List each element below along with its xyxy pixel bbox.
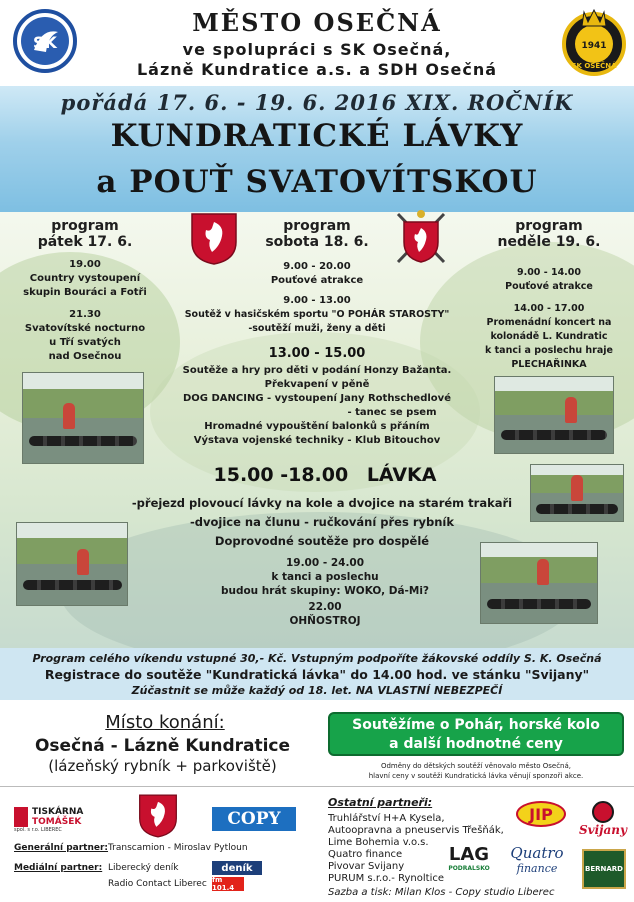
- friday-item: u Tří svatých: [49, 337, 121, 348]
- saturday-item: Výstava vojenské techniky - Klub Bitouchov: [193, 435, 441, 446]
- saturday-item: DOG DANCING - vystoupení Jany Rothschedlové: [183, 393, 451, 404]
- saturday-item: -soutěží muži, ženy a děti: [248, 323, 386, 334]
- participation-line: Zúčastnit se může každý od 18. let. NA VLASTNÍ NEBEZPEČÍ: [131, 684, 503, 697]
- quatro-finance-logo: [504, 841, 570, 877]
- lavka-heading: [180, 464, 470, 486]
- other-partner: Truhlářství H+A Kysela,: [328, 813, 445, 824]
- event-photo: [480, 542, 598, 624]
- friday-head-label: program: [51, 218, 119, 234]
- saturday-item: 9.00 - 13.00: [283, 295, 351, 306]
- fc-logo-year: 1941: [581, 41, 607, 51]
- saturday-item: 22.00: [308, 601, 342, 613]
- saturday-item: k tanci a poslechu: [271, 571, 379, 583]
- saturday-item: Soutěže a hry pro děti v podání Honzy Bažanta.: [182, 365, 452, 376]
- sunday-item: Pouťové atrakce: [505, 281, 593, 292]
- lavka-time: 15.00 -18.00: [213, 464, 349, 486]
- lavka-item: Doprovodné soutěže pro dospělé: [214, 534, 430, 548]
- saturday-block-3: [150, 364, 484, 448]
- other-partner: Pivovar Svijany: [328, 861, 405, 872]
- friday-item: Svatovítské nocturno: [24, 323, 146, 334]
- tiskarna-line-1: TISKÁRNA: [32, 807, 84, 817]
- contest-line-1: Soutěžíme o Pohár, horské kolo: [352, 717, 600, 733]
- saturday-item: Hromadné vypouštění balonků s přáním: [204, 421, 430, 432]
- venue-title: Místo konání:: [105, 712, 225, 733]
- saturday-item: Překvapení v pěně: [264, 379, 370, 390]
- tiskarna-line-2: TOMÁŠEK: [32, 817, 82, 827]
- sunday-item: kolonádě L. Kundratic: [490, 331, 608, 342]
- svijany-crest-icon: [592, 801, 614, 823]
- sunday-program: [474, 266, 624, 372]
- lavka-item: -přejezd plovoucí lávky na kole a dvojice na starém trakaři: [131, 496, 513, 510]
- town-coat-of-arms-small-icon: [138, 793, 178, 839]
- saturday-block-3-time: 13.00 - 15.00: [268, 346, 366, 361]
- sunday-item: PLECHAŘINKA: [511, 359, 587, 370]
- partners-section: [0, 786, 634, 902]
- venue-name: Osečná - Lázně Kundratice: [34, 736, 291, 756]
- event-photo: [494, 376, 614, 454]
- contest-note-1: Odměny do dětských soutěží věnovalo město Osečná,: [380, 762, 572, 770]
- saturday-item: budou hrát skupiny: WOKO, Dá-Mi?: [220, 585, 430, 597]
- organizer-title: MĚSTO OSEČNÁ: [192, 8, 442, 37]
- lag-text: LAG: [448, 844, 490, 865]
- saturday-item: Pouťové atrakce: [270, 275, 364, 286]
- friday-head-date: pátek 17. 6.: [37, 234, 133, 250]
- friday-item: skupin Bouráci a Fotři: [23, 287, 147, 298]
- saturday-item: Soutěž v hasičském sportu "O POHÁR STAROSTY": [184, 309, 450, 320]
- saturday-item: 9.00 - 20.00: [283, 261, 351, 272]
- media-partner-value-1: Liberecký deník: [108, 863, 179, 873]
- sk-logo-text: SK: [33, 33, 57, 52]
- tiskarna-tomasek-logo: [14, 805, 100, 835]
- svijany-text: Svijany: [578, 823, 627, 837]
- other-partners-label: Ostatní partneři:: [328, 796, 433, 809]
- tiskarna-mark-icon: [14, 807, 28, 827]
- other-partner: Lime Bohemia v.o.s.: [328, 837, 429, 848]
- lag-sub-text: PODRALSKO: [448, 865, 490, 872]
- other-partner: PURUM s.r.o.- Rynoltice: [328, 873, 444, 884]
- saturday-item: - tanec se psem: [347, 407, 437, 418]
- radio-logo: fm 101.4: [212, 877, 244, 891]
- quatro-text: Quatro: [510, 843, 564, 862]
- denik-logo: deník: [212, 861, 262, 875]
- event-subtitle: a POUŤ SVATOVÍTSKOU: [96, 164, 538, 200]
- friday-head: [20, 218, 150, 250]
- partners-line: Lázně Kundratice a.s. a SDH Osečná: [136, 60, 498, 79]
- entry-fee-line: Program celého víkendu vstupné 30,- Kč. Vstupným podpoříte žákovské oddíly S. K. Osečná: [32, 652, 602, 665]
- media-partner-value-2: Radio Contact Liberec: [108, 879, 207, 889]
- general-partner-label: Generální partner:: [14, 843, 109, 853]
- friday-item: 21.30: [69, 309, 101, 320]
- event-photo: [16, 522, 128, 606]
- print-credit: Sazba a tisk: Milan Klos - Copy studio Liberec: [328, 887, 555, 898]
- saturday-item: 19.00 - 24.00: [285, 557, 365, 569]
- sunday-head: [484, 218, 614, 250]
- registration-line: Registrace do soutěže "Kundratická lávka" do 14.00 hod. ve stánku "Svijany": [44, 667, 590, 682]
- lavka-name: LÁVKA: [366, 464, 437, 486]
- event-photo: [22, 372, 144, 464]
- sunday-item: 14.00 - 17.00: [513, 303, 585, 314]
- lavka-item: -dvojice na člunu - ručkování přes rybník: [190, 515, 454, 529]
- other-partner: Quatro finance: [328, 849, 403, 860]
- saturday-block-2: [150, 294, 484, 336]
- event-dates: pořádá 17. 6. - 19. 6. 2016 XIX. ROČNÍK: [60, 90, 574, 115]
- venue-detail: (lázeňský rybník + parkoviště): [48, 757, 277, 775]
- copy-studio-logo: COPY: [212, 807, 296, 831]
- lag-logo: [438, 843, 500, 873]
- sunday-head-label: program: [515, 218, 583, 234]
- friday-program: [10, 258, 160, 364]
- bernard-logo: BERNARD: [582, 849, 626, 889]
- contest-note-2: hlavní ceny v soutěži Kundratická lávka věnují sponzoři akce.: [368, 772, 584, 780]
- event-title: KUNDRATICKÉ LÁVKY: [110, 118, 524, 154]
- sunday-item: [474, 294, 624, 302]
- tiskarna-line-3: spol. s r.o. LIBEREC: [14, 827, 62, 833]
- saturday-head-date: sobota 18. 6.: [265, 234, 369, 250]
- saturday-head: [252, 218, 382, 250]
- header: [0, 0, 634, 86]
- friday-item: 19.00: [69, 259, 101, 270]
- svijany-logo: [576, 795, 630, 843]
- sunday-item: 9.00 - 14.00: [516, 267, 582, 278]
- fc-logo-text: SK OSEČNÁ: [571, 62, 617, 70]
- program-section: [0, 212, 634, 648]
- other-partner: Autoopravna a pneuservis Třešňák,: [328, 825, 504, 836]
- saturday-item: OHŇOSTROJ: [289, 615, 361, 627]
- football-club-crest-icon: [560, 6, 628, 78]
- info-band: [0, 648, 634, 700]
- fire-brigade-emblem-icon: [392, 208, 450, 268]
- saturday-head-label: program: [283, 218, 351, 234]
- contest-line-2: a další hodnotné ceny: [389, 736, 563, 752]
- sunday-head-date: neděle 19. 6.: [497, 234, 601, 250]
- contest-prize-box: [328, 712, 624, 756]
- friday-item: nad Osečnou: [48, 351, 122, 362]
- quatro-sub-text: finance: [516, 861, 558, 875]
- town-coat-of-arms-icon: [190, 212, 238, 266]
- sunday-item: k tanci a poslechu hraje: [485, 345, 613, 356]
- friday-item: Country vystoupení: [29, 273, 141, 284]
- cooperation-line: ve spolupráci s SK Osečná,: [182, 40, 452, 59]
- media-partner-label: Mediální partner:: [14, 863, 103, 873]
- saturday-evening: [180, 556, 470, 628]
- jip-logo: JIP: [516, 801, 566, 827]
- event-photo: [530, 464, 624, 522]
- lavka-items: [120, 494, 524, 551]
- sunday-item: Promenádní koncert na: [486, 317, 612, 328]
- general-partner-value: Transcamion - Miroslav Pytloun: [108, 843, 248, 853]
